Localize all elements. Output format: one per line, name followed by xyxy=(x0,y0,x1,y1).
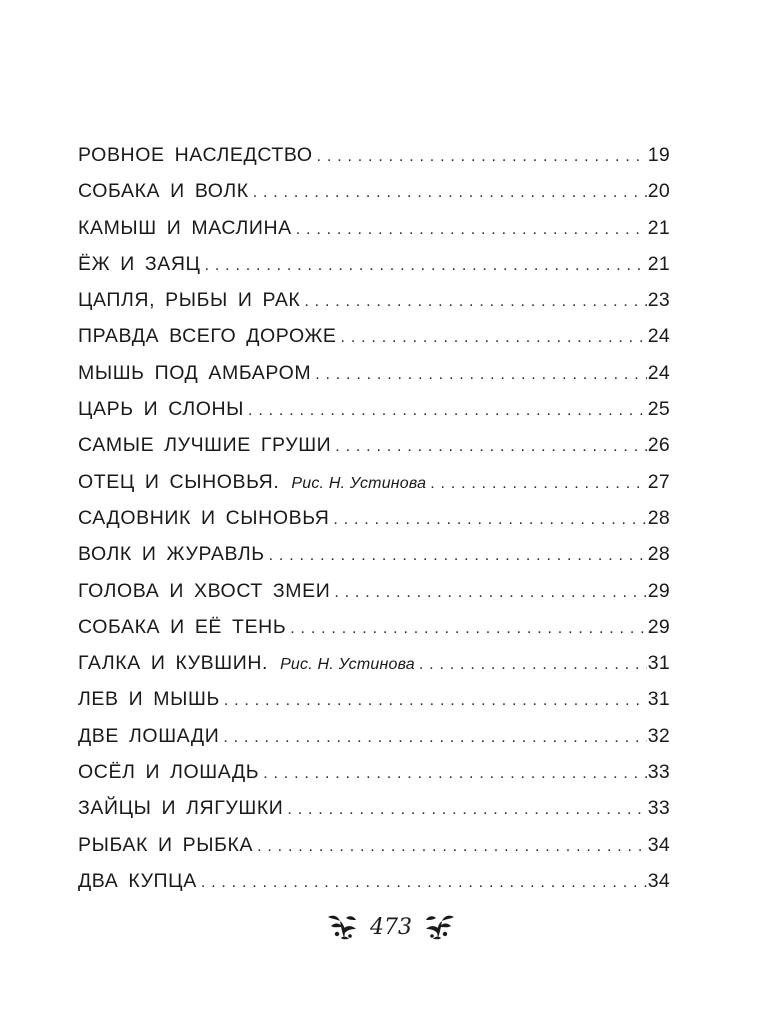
dot-leader xyxy=(290,611,646,647)
toc-entry xyxy=(78,863,670,899)
dot-leader xyxy=(223,720,646,756)
dot-leader xyxy=(224,683,647,719)
toc-entry xyxy=(78,790,670,826)
toc-entry-page-number: 23 xyxy=(647,289,670,312)
toc-entry-page-number: 29 xyxy=(647,579,670,602)
toc-entry xyxy=(78,355,670,391)
toc-entry-title: ЦАПЛЯ, РЫБЫ И РАК xyxy=(78,289,301,312)
dot-leader xyxy=(430,466,647,502)
toc-entry xyxy=(78,500,670,536)
dot-leader xyxy=(253,175,647,211)
toc-entry xyxy=(78,645,670,681)
floral-ornament-icon xyxy=(422,912,456,942)
toc-entry-title: ЁЖ И ЗАЯЦ xyxy=(78,252,201,275)
toc-entry-title: МЫШЬ ПОД АМБАРОМ xyxy=(78,361,312,384)
toc-entry-page-number: 25 xyxy=(647,398,670,421)
toc-entry xyxy=(78,427,670,463)
toc-entry-title: ОТЕЦ И СЫНОВЬЯ. xyxy=(78,470,280,493)
dot-leader xyxy=(304,284,646,320)
dot-leader xyxy=(263,756,646,792)
toc-entry-page-number: 32 xyxy=(647,724,670,747)
toc-entry-title: ГОЛОВА И ХВОСТ ЗМЕИ xyxy=(78,579,331,602)
toc-entry-title: КАМЫШ И МАСЛИНА xyxy=(78,216,292,239)
toc-entry xyxy=(78,282,670,318)
toc-entry-page-number: 29 xyxy=(647,615,670,638)
page-number: 473 xyxy=(370,914,412,940)
toc-entry-page-number: 28 xyxy=(647,543,670,566)
toc-entry-page-number: 33 xyxy=(647,761,670,784)
toc-entry xyxy=(78,827,670,863)
toc-entry-page-number: 21 xyxy=(647,216,670,239)
toc-entry-title: ДВЕ ЛОШАДИ xyxy=(78,724,220,747)
toc-entry xyxy=(78,573,670,609)
toc-entry xyxy=(78,391,670,427)
toc-entry-title: САМЫЕ ЛУЧШИЕ ГРУШИ xyxy=(78,434,332,457)
dot-leader xyxy=(333,502,646,538)
toc-entry-title: СОБАКА И ВОЛК xyxy=(78,180,249,203)
toc-entry xyxy=(78,210,670,246)
toc-entry-title: ГАЛКА И КУВШИН. xyxy=(78,652,269,675)
toc-entry-title: ДВА КУПЦА xyxy=(78,869,197,892)
table-of-contents xyxy=(78,137,670,899)
toc-entry xyxy=(78,464,670,500)
toc-entry xyxy=(78,246,670,282)
dot-leader xyxy=(201,865,647,901)
toc-entry-title: ВОЛК И ЖУРАВЛЬ xyxy=(78,543,265,566)
toc-entry-title: ПРАВДА ВСЕГО ДОРОЖЕ xyxy=(78,325,337,348)
toc-entry-page-number: 33 xyxy=(647,797,670,820)
toc-entry xyxy=(78,718,670,754)
toc-entry-title: ЗАЙЦЫ И ЛЯГУШКИ xyxy=(78,797,284,820)
toc-entry-page-number: 21 xyxy=(647,252,670,275)
toc-entry-title: СОБАКА И ЕЁ ТЕНЬ xyxy=(78,615,287,638)
toc-entry xyxy=(78,681,670,717)
toc-entry-page-number: 24 xyxy=(647,361,670,384)
toc-entry-title: ОСЁЛ И ЛОШАДЬ xyxy=(78,761,260,784)
toc-entry-illustrator: Рис. Н. Устинова xyxy=(291,474,427,492)
dot-leader xyxy=(419,647,647,683)
toc-entry-page-number: 28 xyxy=(647,506,670,529)
dot-leader xyxy=(335,429,646,465)
floral-ornament-icon xyxy=(326,912,360,942)
toc-entry-page-number: 19 xyxy=(647,144,670,166)
toc-entry xyxy=(78,173,670,209)
dot-leader xyxy=(317,139,647,175)
toc-entry-title: РЫБАК И РЫБКА xyxy=(78,833,254,856)
toc-entry xyxy=(78,318,670,354)
dot-leader xyxy=(257,829,647,865)
dot-leader xyxy=(334,575,646,611)
toc-entry-title: ЦАРЬ И СЛОНЫ xyxy=(78,398,245,421)
toc-entry-page-number: 20 xyxy=(647,180,670,203)
dot-leader xyxy=(248,393,647,429)
toc-entry-illustrator: Рис. Н. Устинова xyxy=(280,656,415,674)
toc-entry xyxy=(78,754,670,790)
toc-entry-page-number: 31 xyxy=(647,652,670,675)
toc-entry-page-number: 27 xyxy=(647,470,670,493)
dot-leader xyxy=(287,792,646,828)
toc-entry-page-number: 26 xyxy=(647,434,670,457)
dot-leader xyxy=(315,357,647,393)
toc-entry-title: САДОВНИК И СЫНОВЬЯ xyxy=(78,506,330,529)
toc-entry xyxy=(78,536,670,572)
toc-entry-page-number: 34 xyxy=(647,833,670,856)
dot-leader xyxy=(269,538,647,574)
dot-leader xyxy=(296,212,647,248)
dot-leader xyxy=(341,320,647,356)
toc-entry-title: ЛЕВ И МЫШЬ xyxy=(78,688,220,711)
page-footer xyxy=(0,912,782,942)
toc-entry-page-number: 24 xyxy=(647,325,670,348)
toc-entry xyxy=(78,137,670,173)
dot-leader xyxy=(205,248,647,284)
toc-entry-page-number: 31 xyxy=(647,688,670,711)
toc-entry-page-number: 34 xyxy=(647,869,670,892)
toc-entry-title: РОВНОЕ НАСЛЕДСТВО xyxy=(78,144,313,166)
toc-entry xyxy=(78,609,670,645)
